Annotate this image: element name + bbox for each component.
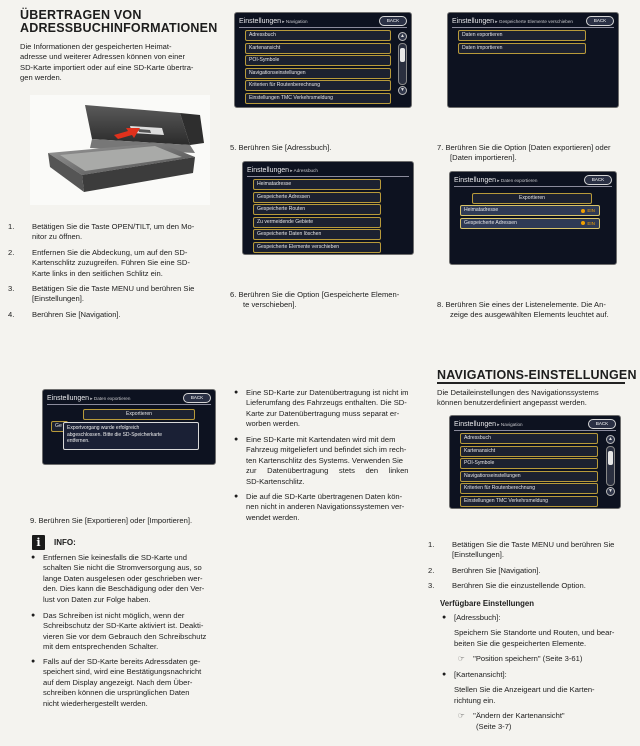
nav-menu-list <box>245 30 391 106</box>
section-heading-navigation-settings: NAVIGATIONS-EINSTELLUNGEN <box>437 368 637 382</box>
bullet-line: speichert sind, wird eine Bestätigungsnachricht <box>43 667 202 677</box>
reference-link[interactable]: "Ändern der Kartenansicht" <box>473 711 565 721</box>
step-text: 7. Berühren Sie die Option [Daten exportieren] oder <box>437 143 611 152</box>
bullet-line: zur Datenübertragung stets den linken <box>246 466 409 476</box>
screen-title: Einstellungen <box>454 421 497 428</box>
bullet-line: mit dem entsprechenden Schalter. <box>43 642 159 652</box>
menu-item-routenberechnung[interactable]: Kriterien für Routenberechnung <box>460 483 598 494</box>
screen-title-bar: Einstellungen ▸ Daten exportieren <box>47 393 211 405</box>
list-item-gespeicherte-routen[interactable]: Gespeicherte Routen <box>253 204 381 215</box>
menu-item-routenberechnung[interactable]: Kriterien für Routenberechnung <box>245 80 391 91</box>
list-item-daten-loeschen[interactable]: Gespeicherte Daten löschen <box>253 229 381 240</box>
bullet-line: ten Kartenschlitz des Systems. Verwenden Sie <box>246 455 404 465</box>
step-number: 3. <box>428 581 435 591</box>
scroll-knob[interactable] <box>608 451 613 465</box>
menu-item-tmc[interactable]: Einstellungen TMC Verkehrsmeldung <box>460 496 598 507</box>
intro-line: können benutzerdefiniert angepasst werden. <box>437 398 587 408</box>
screen-subtitle: Daten exportieren <box>500 178 538 183</box>
intro-paragraph <box>20 42 215 84</box>
bullet-line: ● Entfernen Sie keinesfalls die SD-Karte und <box>43 553 187 562</box>
section-heading-transfer <box>20 9 217 35</box>
list-item-elemente-verschieben[interactable]: Gespeicherte Elemente verschieben <box>253 242 381 253</box>
bullet-line: lust von Daten zur Folge haben. <box>43 594 151 604</box>
step-4 <box>8 309 220 320</box>
step-7 <box>437 143 633 164</box>
bullet-line: ● Die auf die SD-Karte übertragenen Daten kön- <box>246 492 403 501</box>
screen-subtitle: Navigation <box>285 19 308 24</box>
bullet-line: ● Eine SD-Karte mit Kartendaten wird mit dem <box>246 435 396 444</box>
nav-step-2 <box>428 565 630 576</box>
screen-subtitle: Daten exportieren <box>93 396 131 401</box>
menu-item-adressbuch[interactable]: Adressbuch <box>245 30 391 41</box>
menu-item-navigationseinstellungen[interactable]: Navigationseinstellungen <box>460 471 598 482</box>
state-indicator <box>581 220 595 227</box>
bullet-line: schreiben können die ursprünglichen Daten <box>43 688 190 698</box>
export-button[interactable]: Exportieren <box>472 193 592 204</box>
intro2-paragraph <box>437 388 627 409</box>
back-button[interactable]: BACK <box>379 16 407 26</box>
intro-line: Die Detaileinstellungen des Navigationssystems <box>437 388 599 397</box>
step-text: [Einstellungen]. <box>452 550 504 560</box>
step-text: te verschieben]. <box>243 300 297 310</box>
intro-line: Die Informationen der gespeicherten Heimat- <box>20 42 172 51</box>
setting-label: ● [Kartenansicht]: <box>454 670 507 679</box>
screen-title-bar: Einstellungen ▸ Adressbuch <box>247 165 409 177</box>
heading-line: ADRESSBUCHINFORMATIONEN <box>20 21 218 35</box>
note-bullet-2 <box>246 435 426 487</box>
success-message-popup <box>63 422 199 450</box>
screen-navigation-2 <box>449 415 621 509</box>
screen-title: Einstellungen <box>47 395 90 402</box>
step-8 <box>437 300 633 321</box>
bullet-line: worben werden. <box>246 419 301 429</box>
step-number: 4. <box>8 309 15 319</box>
step-text: Berühren Sie [Navigation]. <box>32 309 121 319</box>
screen-title-bar: Einstellungen ▸ Daten exportieren <box>454 175 612 187</box>
setting-ref[interactable] <box>454 654 630 664</box>
step-text: Kartenschlitz zuzugreifen. Führen Sie eine SD- <box>32 258 190 268</box>
intro-line: SD-Karte importiert oder auf eine SD-Karte übertra- <box>20 62 194 72</box>
bullet-line: den. Dies kann die Beschädigung oder den Ver- <box>43 584 205 594</box>
screen-subtitle: Gespeicherte Elemente verschieben <box>498 19 573 24</box>
state-label: EIN <box>587 208 595 213</box>
menu-item-tmc[interactable]: Einstellungen TMC Verkehrsmeldung <box>245 93 391 104</box>
list-item-daten-importieren[interactable]: Daten importieren <box>458 43 586 54</box>
bullet-line: ● Eine SD-Karte zur Datenübertragung ist nicht im <box>246 388 409 397</box>
note-bullet-1 <box>246 388 426 430</box>
menu-item-kartenansicht[interactable]: Kartenansicht <box>460 446 598 457</box>
scrollbar[interactable] <box>606 446 615 486</box>
screen-export-popup <box>42 389 216 465</box>
bullet-line: ● Das Schreiben ist nicht möglich, wenn der <box>43 611 185 620</box>
scroll-knob[interactable] <box>400 48 405 62</box>
step-text: Entfernen Sie die Abdeckung, um auf den SD- <box>32 247 188 257</box>
back-button[interactable]: BACK <box>586 16 614 26</box>
list-item-daten-exportieren[interactable]: Daten exportieren <box>458 30 586 41</box>
back-button[interactable]: BACK <box>588 419 616 429</box>
info-bullet-1 <box>43 553 219 605</box>
step-text: Karte links in den seitlichen Schlitz ein. <box>32 268 163 278</box>
bullet-line: Fahrzeug mitgeliefert und befindet sich im rech- <box>246 445 407 455</box>
available-settings-title: Verfügbare Einstellungen <box>440 599 535 608</box>
menu-item-adressbuch[interactable]: Adressbuch <box>460 433 598 444</box>
screen-navigation-1 <box>234 12 412 108</box>
list-item-heimatadresse[interactable]: Heimatadresse <box>253 179 381 190</box>
steps-list-1 <box>8 222 220 320</box>
heading-rule <box>437 382 625 384</box>
reference-icon: ☞ <box>458 711 464 721</box>
step-text: zeige des ausgewählten Elements leuchtet auf. <box>450 310 609 320</box>
nav-menu-list <box>460 433 598 509</box>
intro-line: gen werden. <box>20 73 62 83</box>
screen-elemente-verschieben <box>447 12 619 108</box>
reference-page: (Seite 3-7) <box>476 721 512 731</box>
bullet-line: auf dem Display angezeigt. Nach dem Über- <box>43 677 193 687</box>
indicator-dot <box>581 209 585 213</box>
item-label: Heimatadresse <box>464 207 499 213</box>
bullet-line: nen nicht in anderen Navigationssystemen ver- <box>246 502 405 512</box>
scrollbar[interactable] <box>398 43 407 85</box>
scroll-down-button[interactable]: ▼ <box>398 86 407 95</box>
bullet-line: wendet werden. <box>246 512 300 522</box>
export-header-button[interactable]: Exportieren <box>83 409 195 420</box>
screen-title: Einstellungen <box>452 18 495 25</box>
menu-item-poi-symbole[interactable]: POI-Symbole <box>245 55 391 66</box>
indicator-dot <box>581 221 585 225</box>
bullet-line: SD-Kartenschlitz. <box>246 476 305 486</box>
monitor-illustration <box>30 95 210 205</box>
adressbuch-list <box>253 179 381 255</box>
setting-adressbuch <box>454 613 630 665</box>
info-bullet-2 <box>43 611 219 653</box>
step-text: Betätigen Sie die Taste MENU und berühren Sie <box>32 284 195 294</box>
screen-title-bar: Einstellungen ▸ Gespeicherte Elemente verschieben <box>452 16 614 28</box>
step-number: 1. <box>8 222 15 231</box>
message-line: abgeschlossen. Bitte die SD-Speicherkarte <box>67 431 163 438</box>
step-text: [Daten importieren]. <box>450 153 517 163</box>
transfer-options-list <box>458 30 586 55</box>
step-2 <box>8 247 220 279</box>
setting-kartenansicht <box>454 670 630 732</box>
screen-subtitle: Adressbuch <box>293 168 318 173</box>
export-item-gespeicherte-adressen[interactable] <box>460 218 600 229</box>
bullet-line: nicht wiederhergestellt werden. <box>43 698 148 708</box>
step-5: 5. Berühren Sie [Adressbuch]. <box>230 143 332 152</box>
screen-title-bar: Einstellungen ▸ Navigation <box>454 419 616 431</box>
export-item-heimatadresse[interactable] <box>460 205 600 216</box>
step-number: 2. <box>8 247 15 257</box>
message-line: Exportvorgang wurde erfolgreich <box>67 425 140 431</box>
bullet-line: Schreibschutz der SD-Karte aktiviert ist. Deakti- <box>43 621 204 631</box>
step-number: 3. <box>8 284 15 294</box>
heading-line: ÜBERTRAGEN VON <box>20 8 142 22</box>
menu-item-navigationseinstellungen[interactable]: Navigationseinstellungen <box>245 68 391 79</box>
info-bullet-3 <box>43 657 219 709</box>
setting-desc: Speichern Sie Standorte und Routen, und bear- <box>454 628 615 638</box>
info-icon: i <box>32 535 45 550</box>
step-3 <box>8 284 220 305</box>
reference-link[interactable]: "Position speichern" (Seite 3-61) <box>473 654 583 664</box>
step-number: 2. <box>428 565 435 575</box>
screen-title: Einstellungen <box>239 18 282 25</box>
bullet-line: lange Daten ausgelesen oder geschrieben wer- <box>43 573 203 583</box>
nav-step-1 <box>428 540 630 561</box>
back-button[interactable]: BACK <box>584 175 612 185</box>
scroll-up-button[interactable]: ▲ <box>606 435 615 444</box>
screen-title-bar: Einstellungen ▸ Navigation <box>239 16 407 28</box>
screen-title: Einstellungen <box>454 177 497 184</box>
setting-desc: Stellen Sie die Anzeigeart und die Karten- <box>454 685 595 695</box>
list-item-zu-vermeidende-gebiete[interactable]: Zu vermeidende Gebiete <box>253 217 381 228</box>
setting-ref[interactable] <box>454 711 630 721</box>
menu-item-poi-symbole[interactable]: POI-Symbole <box>460 458 598 469</box>
bullet-line: vieren Sie vor dem Gebrauch den Schreibschutz <box>43 631 207 641</box>
item-label: Gespeicherte Adressen <box>464 219 517 226</box>
step-text: [Einstellungen]. <box>32 294 84 304</box>
step-text: 6. Berühren Sie die Option [Gespeicherte Elemen- <box>230 290 400 299</box>
nav-step-3 <box>428 581 630 591</box>
intro-line: adresse und weiterer Adressen können von einer <box>20 52 186 62</box>
step-number: 1. <box>428 540 435 549</box>
step-text: nitor zu öffnen. <box>32 232 83 242</box>
setting-desc: richtung ein. <box>454 695 496 705</box>
state-indicator <box>581 207 595 214</box>
reference-icon: ☞ <box>458 654 464 664</box>
steps-list-2 <box>428 540 630 592</box>
scroll-up-button[interactable]: ▲ <box>398 32 407 41</box>
back-button[interactable]: BACK <box>183 393 211 403</box>
menu-item-kartenansicht[interactable]: Kartenansicht <box>245 43 391 54</box>
bullet-line: Lieferumfang des Fahrzeugs enthalten. Die SD- <box>246 398 407 408</box>
step-text: Betätigen Sie die Taste MENU und berühren Sie <box>452 540 615 549</box>
state-label: EIN <box>587 220 595 226</box>
export-items-list <box>460 205 600 230</box>
step-text: 8. Berühren Sie eines der Listenelemente. Die An- <box>437 300 606 309</box>
screen-subtitle: Navigation <box>500 422 523 427</box>
bullet-line: ● Falls auf der SD-Karte bereits Adressdaten ge- <box>43 657 201 666</box>
step-9: 9. Berühren Sie [Exportieren] oder [Importieren]. <box>30 516 193 525</box>
setting-label: ● [Adressbuch]: <box>454 613 501 622</box>
screen-daten-exportieren <box>449 171 617 265</box>
screen-adressbuch <box>242 161 414 255</box>
bullet-line: schalten Sie nicht die Stromversorgung aus, so <box>43 563 202 573</box>
info-title: INFO: <box>54 538 76 547</box>
setting-desc: beiten Sie die gespeicherten Elemente. <box>454 638 587 648</box>
list-item-stub[interactable]: Ge <box>51 421 68 432</box>
screen-title: Einstellungen <box>247 167 290 174</box>
step-6 <box>230 290 430 311</box>
note-bullet-3 <box>246 492 426 523</box>
step-text: Betätigen Sie die Taste OPEN/TILT, um den Mo- <box>32 222 195 231</box>
scroll-down-button[interactable]: ▼ <box>606 487 615 496</box>
step-text: Berühren Sie [Navigation]. <box>452 565 541 575</box>
step-text: Berühren Sie die einzustellende Option. <box>452 581 586 591</box>
monitor-photo <box>30 95 210 205</box>
step-1 <box>8 222 220 243</box>
list-item-gespeicherte-adressen[interactable]: Gespeicherte Adressen <box>253 192 381 203</box>
message-line: entfernen. <box>67 438 90 445</box>
bullet-line: Karte zur Datenübertragung muss separat er- <box>246 408 400 418</box>
